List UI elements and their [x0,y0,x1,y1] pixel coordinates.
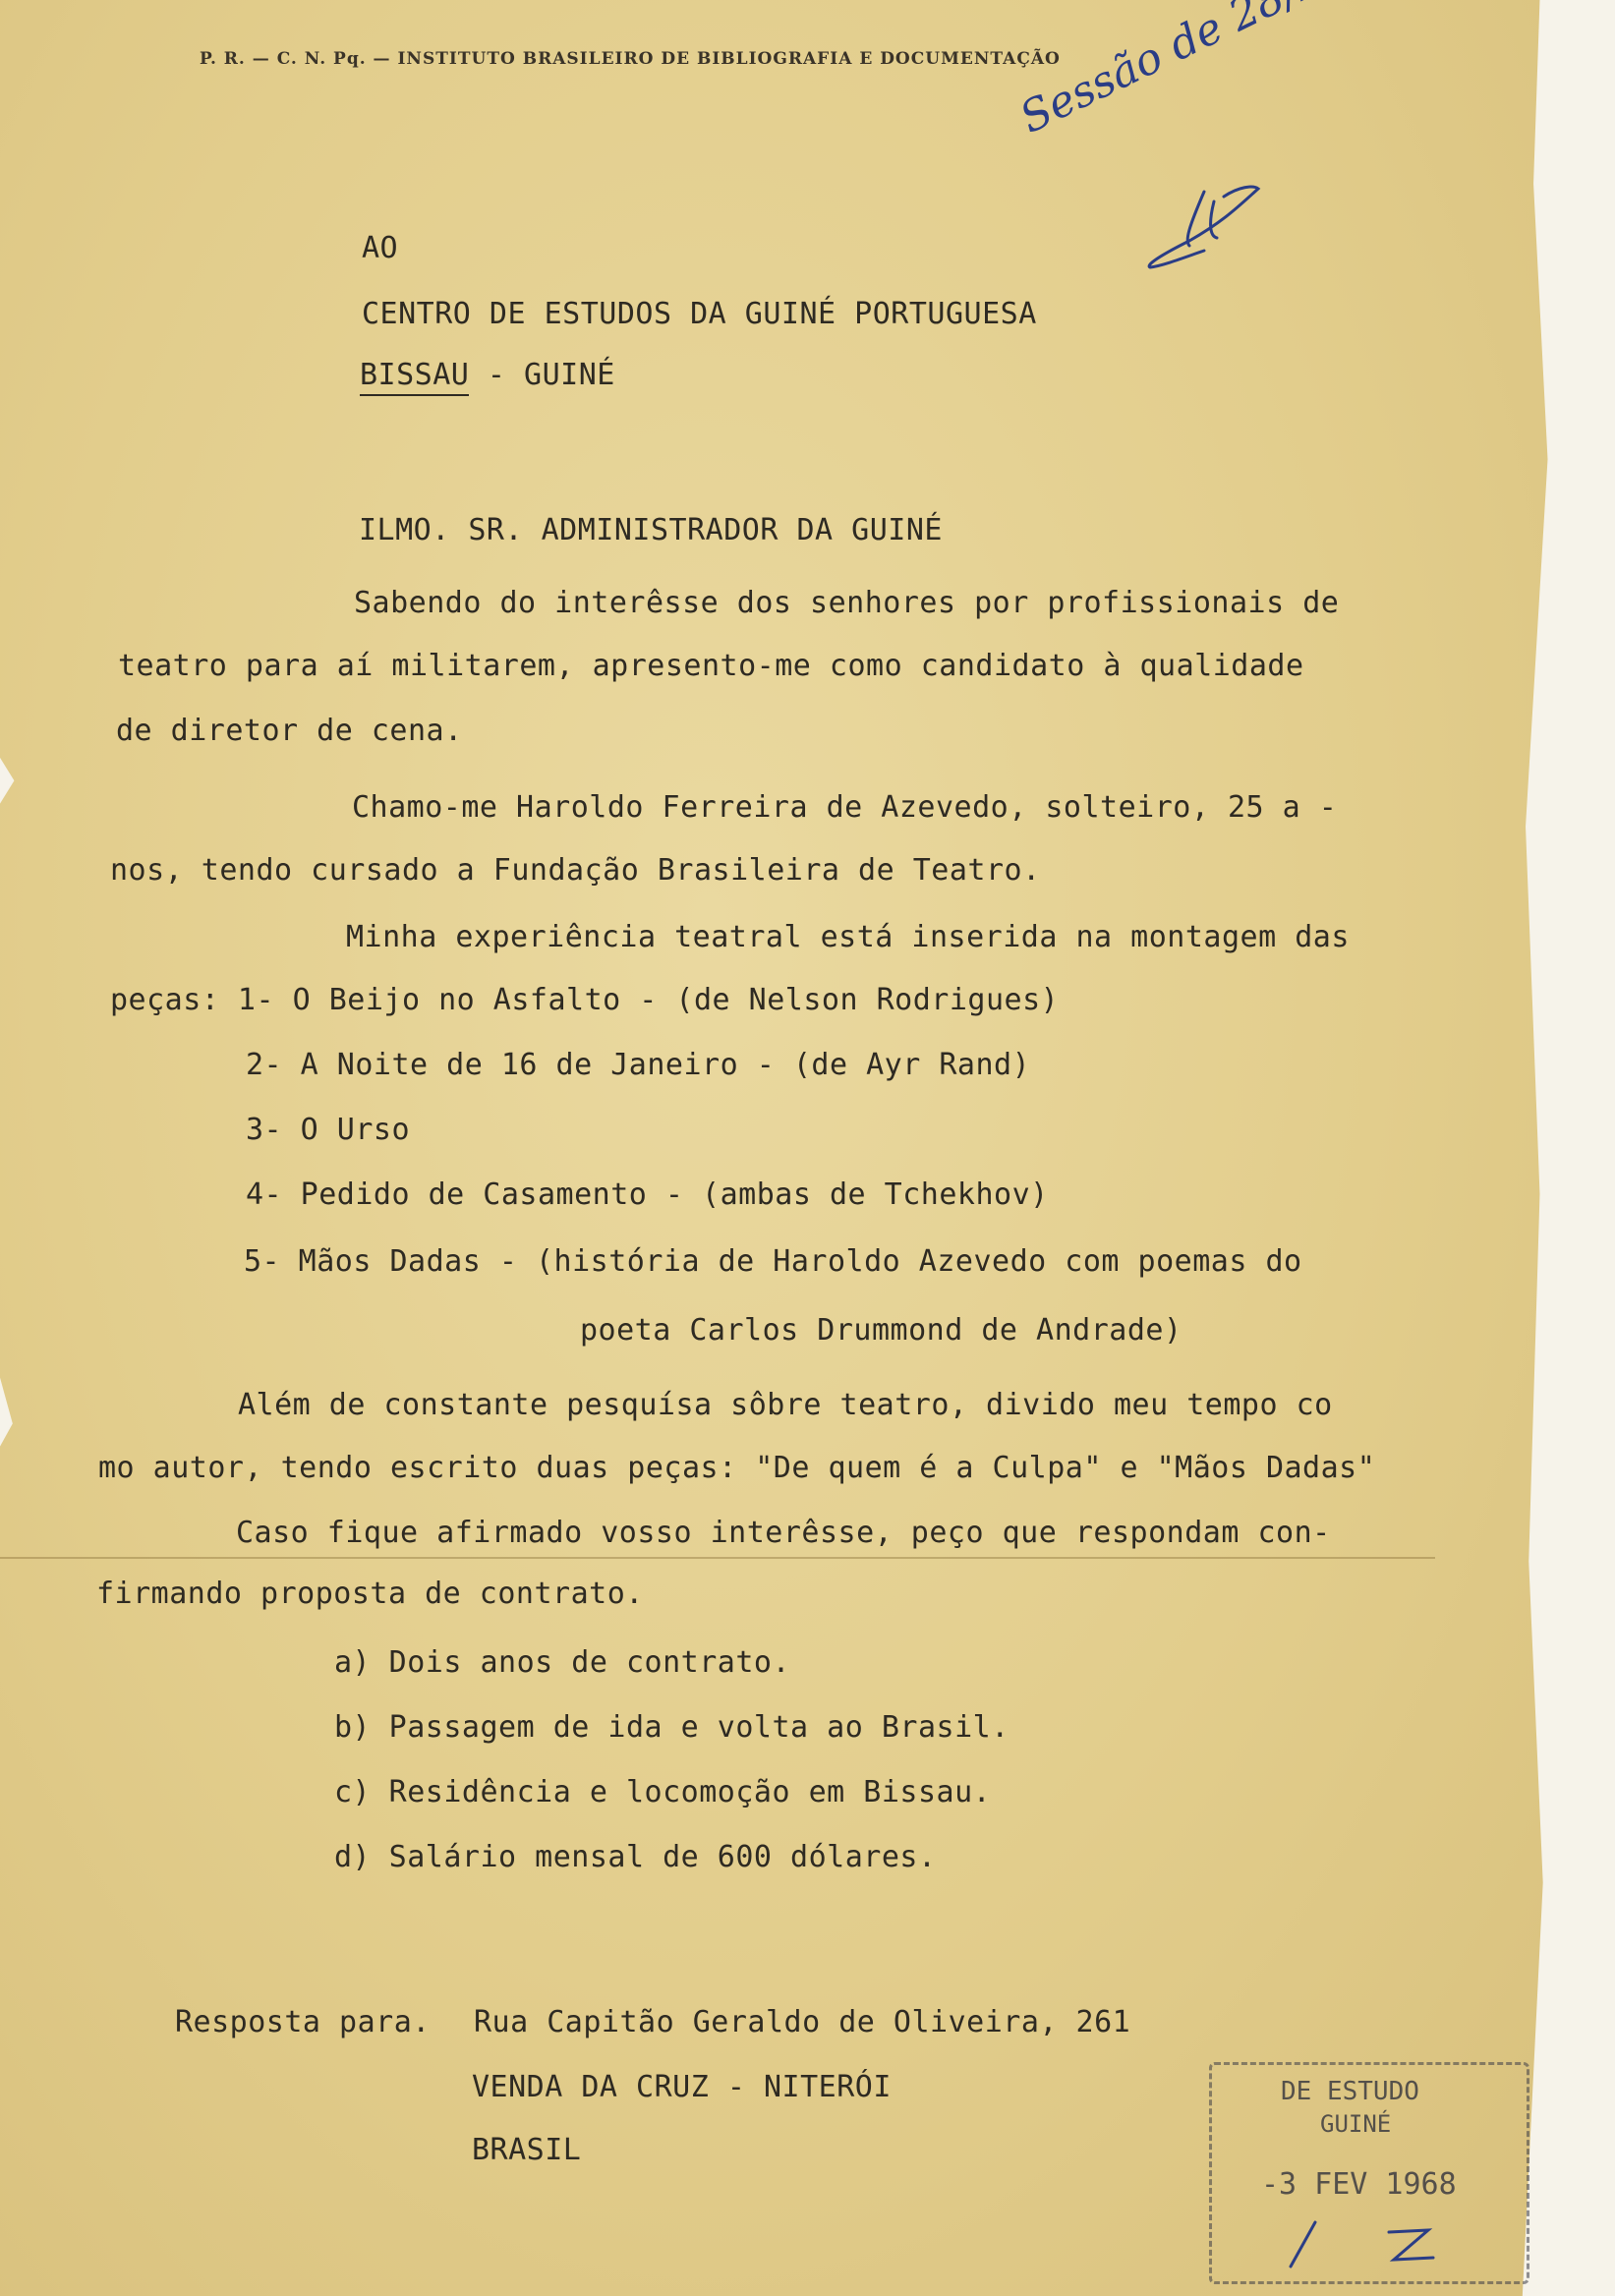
condition-c: c) Residência e locomoção em Bissau. [334,1775,992,1809]
paragraph5-line1: Caso fique afirmado vosso interêsse, peço que respondam con- [236,1516,1331,1550]
recipient-organization: CENTRO DE ESTUDOS DA GUINÉ PORTUGUESA [362,297,1037,331]
paragraph1-line3: de diretor de cena. [116,714,463,748]
stamp-line1: DE ESTUDO [1281,2077,1419,2106]
reply-label: Resposta para. [175,2005,431,2039]
paragraph2-line2: nos, tendo cursado a Fundação Brasileira de Teatro. [110,853,1041,888]
signature-mark [1130,167,1307,275]
letterhead: P. R. — C. N. Pq. — INSTITUTO BRASILEIRO DE BIBLIOGRAFIA E DOCUMENTAÇÃO [200,49,1061,69]
recipient-to: AO [362,231,399,265]
paragraph4-line2: mo autor, tendo escrito duas peças: "De quem é a Culpa" e "Mãos Dadas" [98,1451,1376,1485]
stamp-date: -3 FEV 1968 [1261,2167,1457,2202]
paragraph1-line1: Sabendo do interêsse dos senhores por profissionais de [354,586,1340,620]
play-item-2: 2- A Noite de 16 de Janeiro - (de Ayr Rand) [246,1048,1031,1082]
reply-street: Rua Capitão Geraldo de Oliveira, 261 [474,2005,1131,2039]
recipient-city-line [360,358,615,392]
stamp-line2: GUINÉ [1320,2110,1392,2138]
recipient-city-rest: - GUINÉ [469,358,615,392]
condition-d: d) Salário mensal de 600 dólares. [334,1840,937,1874]
play-item-3: 3- O Urso [246,1113,411,1147]
salutation: ILMO. SR. ADMINISTRADOR DA GUINÉ [359,513,943,547]
play-item-5: 5- Mãos Dadas - (história de Haroldo Azevedo com poemas do [244,1244,1302,1279]
reply-district: VENDA DA CRUZ - NITERÓI [472,2070,892,2104]
paragraph3-line1: Minha experiência teatral está inserida na montagem das [346,920,1350,954]
play-item-4: 4- Pedido de Casamento - (ambas de Tchekhov) [246,1177,1049,1212]
paragraph4-line1: Além de constante pesquísa sôbre teatro, divido meu tempo co [238,1388,1333,1422]
recipient-city: BISSAU [360,358,469,396]
paragraph3-line2: peças: 1- O Beijo no Asfalto - (de Nelson Rodrigues) [110,983,1060,1017]
received-stamp [1209,2062,1529,2284]
play-item-5-continuation: poeta Carlos Drummond de Andrade) [580,1313,1182,1348]
reply-country: BRASIL [472,2133,582,2167]
stamp-handwritten-number [1271,2212,1487,2271]
paragraph1-line2: teatro para aí militarem, apresento-me como candidato à qualidade [118,649,1304,683]
paragraph2-line1: Chamo-me Haroldo Ferreira de Azevedo, solteiro, 25 a - [352,790,1338,825]
paragraph5-line2: firmando proposta de contrato. [96,1577,644,1611]
condition-b: b) Passagem de ida e volta ao Brasil. [334,1710,1009,1745]
fold-crease [0,1557,1435,1559]
condition-a: a) Dois anos de contrato. [334,1645,791,1680]
